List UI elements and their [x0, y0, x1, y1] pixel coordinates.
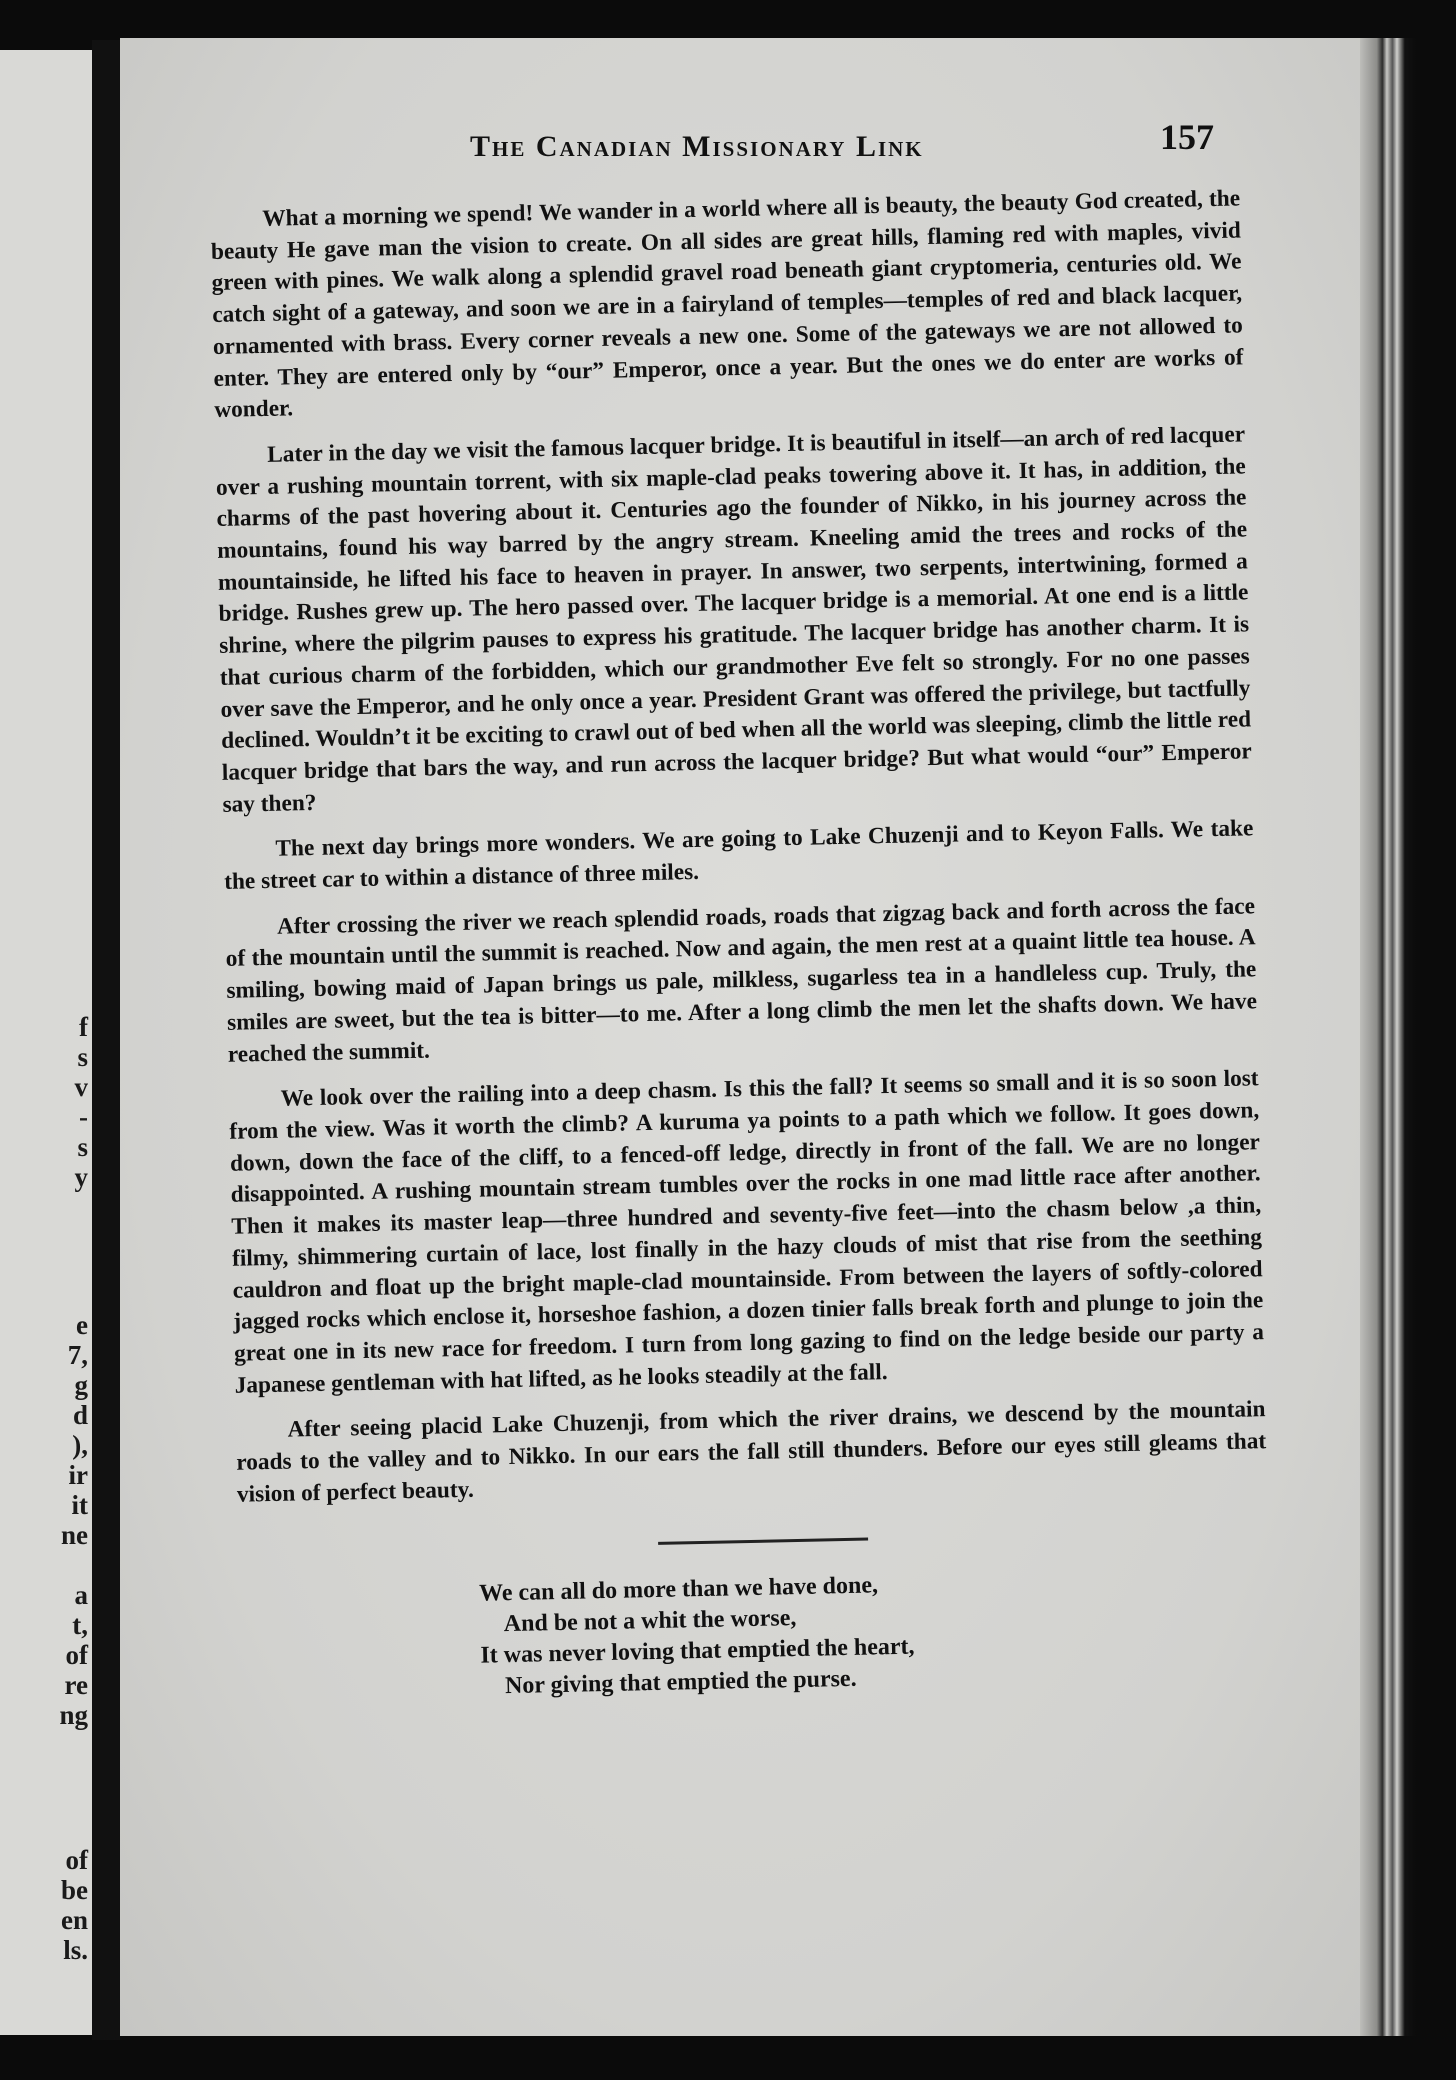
verse-line: We can all do more than we have done,: [478, 1572, 879, 1608]
page-stack-edge: [1360, 38, 1416, 2036]
facing-page-fragment: t,: [72, 1610, 88, 1640]
facing-page-fragment: ),: [72, 1430, 88, 1460]
facing-page-fragment: en: [61, 1905, 88, 1935]
facing-page-edge: [0, 50, 92, 2035]
verse-line: Nor giving that emptied the purse.: [504, 1666, 857, 1700]
facing-page-fragment: ne: [61, 1520, 88, 1550]
facing-page-fragment: v: [74, 1072, 88, 1102]
facing-page-fragment: a: [74, 1580, 88, 1610]
facing-page-fragment: of: [65, 1845, 88, 1875]
facing-page-fragment: 7,: [67, 1340, 88, 1370]
facing-page-fragment: re: [64, 1670, 88, 1700]
facing-page-fragment: f: [79, 1012, 88, 1042]
verse-line: And be not a whit the worse,: [503, 1605, 797, 1638]
facing-page-fragment: e: [76, 1310, 88, 1340]
facing-page-fragment: -: [79, 1102, 88, 1132]
page-number: 157: [1160, 117, 1214, 157]
facing-page-fragment: d: [72, 1400, 88, 1430]
facing-page-fragment: s: [77, 1132, 88, 1162]
page-header: [300, 90, 1300, 163]
facing-page-fragment: ir: [68, 1460, 88, 1490]
facing-page-fragment: ls.: [63, 1935, 88, 1965]
facing-page-fragment: s: [77, 1042, 88, 1072]
closing-verse: [479, 1563, 1271, 1704]
paragraph: After crossing the river we reach splendid roads, roads that zigzag back and forth across the face of the mountain until the summit is reached. Now and again, the men rest at a quaint little tea house. A smiling, bowing maid of Japan brings us pale, milkless, sugarless tea in a handleless cup. Truly, the smiles are sweet, but the tea is bitter—to me. After a long climb the men let the shafts down. We have reached the summit.: [225, 893, 1258, 1068]
facing-page-fragment: of: [65, 1640, 88, 1670]
paragraph: What a morning we spend! We wander in a world where all is beauty, the beauty God created, the beauty He gave man the vision to create. On all sides are great hills, flaming red with maples, vivid green with pines. We walk along a splendid gravel road beneath giant cryptomeria, centuries old. We catch sight of a gateway, and soon we are in a fairyland of temples—temples of red and black lacquer, ornamented with brass. Every corner reveals a new one. Some of the gateways we are not allowed to enter. They are entered only by “our” Emperor, once a year. But the ones we do enter are works of wonder.: [210, 185, 1244, 424]
facing-page-fragment: ng: [59, 1700, 88, 1730]
paragraph: Later in the day we visit the famous lacquer bridge. It is beautiful in itself—an arch of red lacquer over a rushing mountain torrent, with six maple-clad peaks towering above it. It has, in addition, the charms of the past hovering about it. Centuries ago the founder of Nikko, in his journey across the mountains, found his way barred by the angry stream. Kneeling amid the trees and rocks of the mountainside, he lifted his face to heaven in prayer. In answer, two serpents, intertwining, formed a bridge. Rushes grew up. The hero passed over. The lacquer bridge is a memorial. At one end is a little shrine, where the pilgrim pauses to express his gratitude. The lacquer bridge has another charm. It is that curious charm of the forbidden, which our grandmother Eve felt so strongly. For no one passes over save the Emperor, and he only once a year. President Grant was offered the privilege, but tactfully declined. Wouldn’t it be exciting to crawl out of bed when all the world was sleeping, climb the little red lacquer bridge that bars the way, and run across the lacquer bridge? But what would “our” Emperor say then?: [215, 421, 1252, 818]
article-body: [210, 183, 1271, 1708]
facing-page-fragment: it: [71, 1490, 88, 1520]
section-divider: [658, 1538, 868, 1545]
facing-page-fragment: g: [74, 1370, 88, 1400]
running-title: The Canadian Missionary Link: [470, 130, 924, 163]
facing-page-fragment: y: [74, 1162, 88, 1192]
facing-page-fragment: be: [61, 1875, 88, 1905]
paragraph: After seeing placid Lake Chuzenji, from which the river drains, we descend by the mountain roads to the valley and to Nikko. In our ears the fall still thunders. Before our eyes still gleams that vision of perfect beauty.: [236, 1396, 1267, 1508]
paragraph: The next day brings more wonders. We are going to Lake Chuzenji and to Keyon Falls. We take the street car to within a distance of three miles.: [223, 815, 1254, 895]
paragraph: We look over the railing into a deep chasm. Is this the fall? It seems so small and it is so soon lost from the view. Was it worth the climb? A kuruma ya points to a path which we follow. It goes down, down, down the face of the cliff, to a fenced-off ledge, directly in front of the fall. We are no longer disappointed. A rushing mountain stream tumbles over the rocks in one mad little race after another. Then it makes its master leap—three hundred and seventy-five feet—into the chasm below ,a thin, filmy, shimmering curtain of lace, lost finally in the hazy clouds of mist that rise from the seething cauldron and float up the bright maple-clad mountainside. From between the layers of softly-colored jagged rocks which enclose it, horseshoe fashion, a dozen tinier falls break forth and plunge to join the great one in its new race for freedom. I turn from long gazing to find on the ledge beside our party a Japanese gentleman with hat lifted, as he looks steadily at the fall.: [229, 1065, 1265, 1399]
verse-line: It was never loving that emptied the heart,: [480, 1633, 915, 1670]
book-spine: [92, 40, 120, 2040]
